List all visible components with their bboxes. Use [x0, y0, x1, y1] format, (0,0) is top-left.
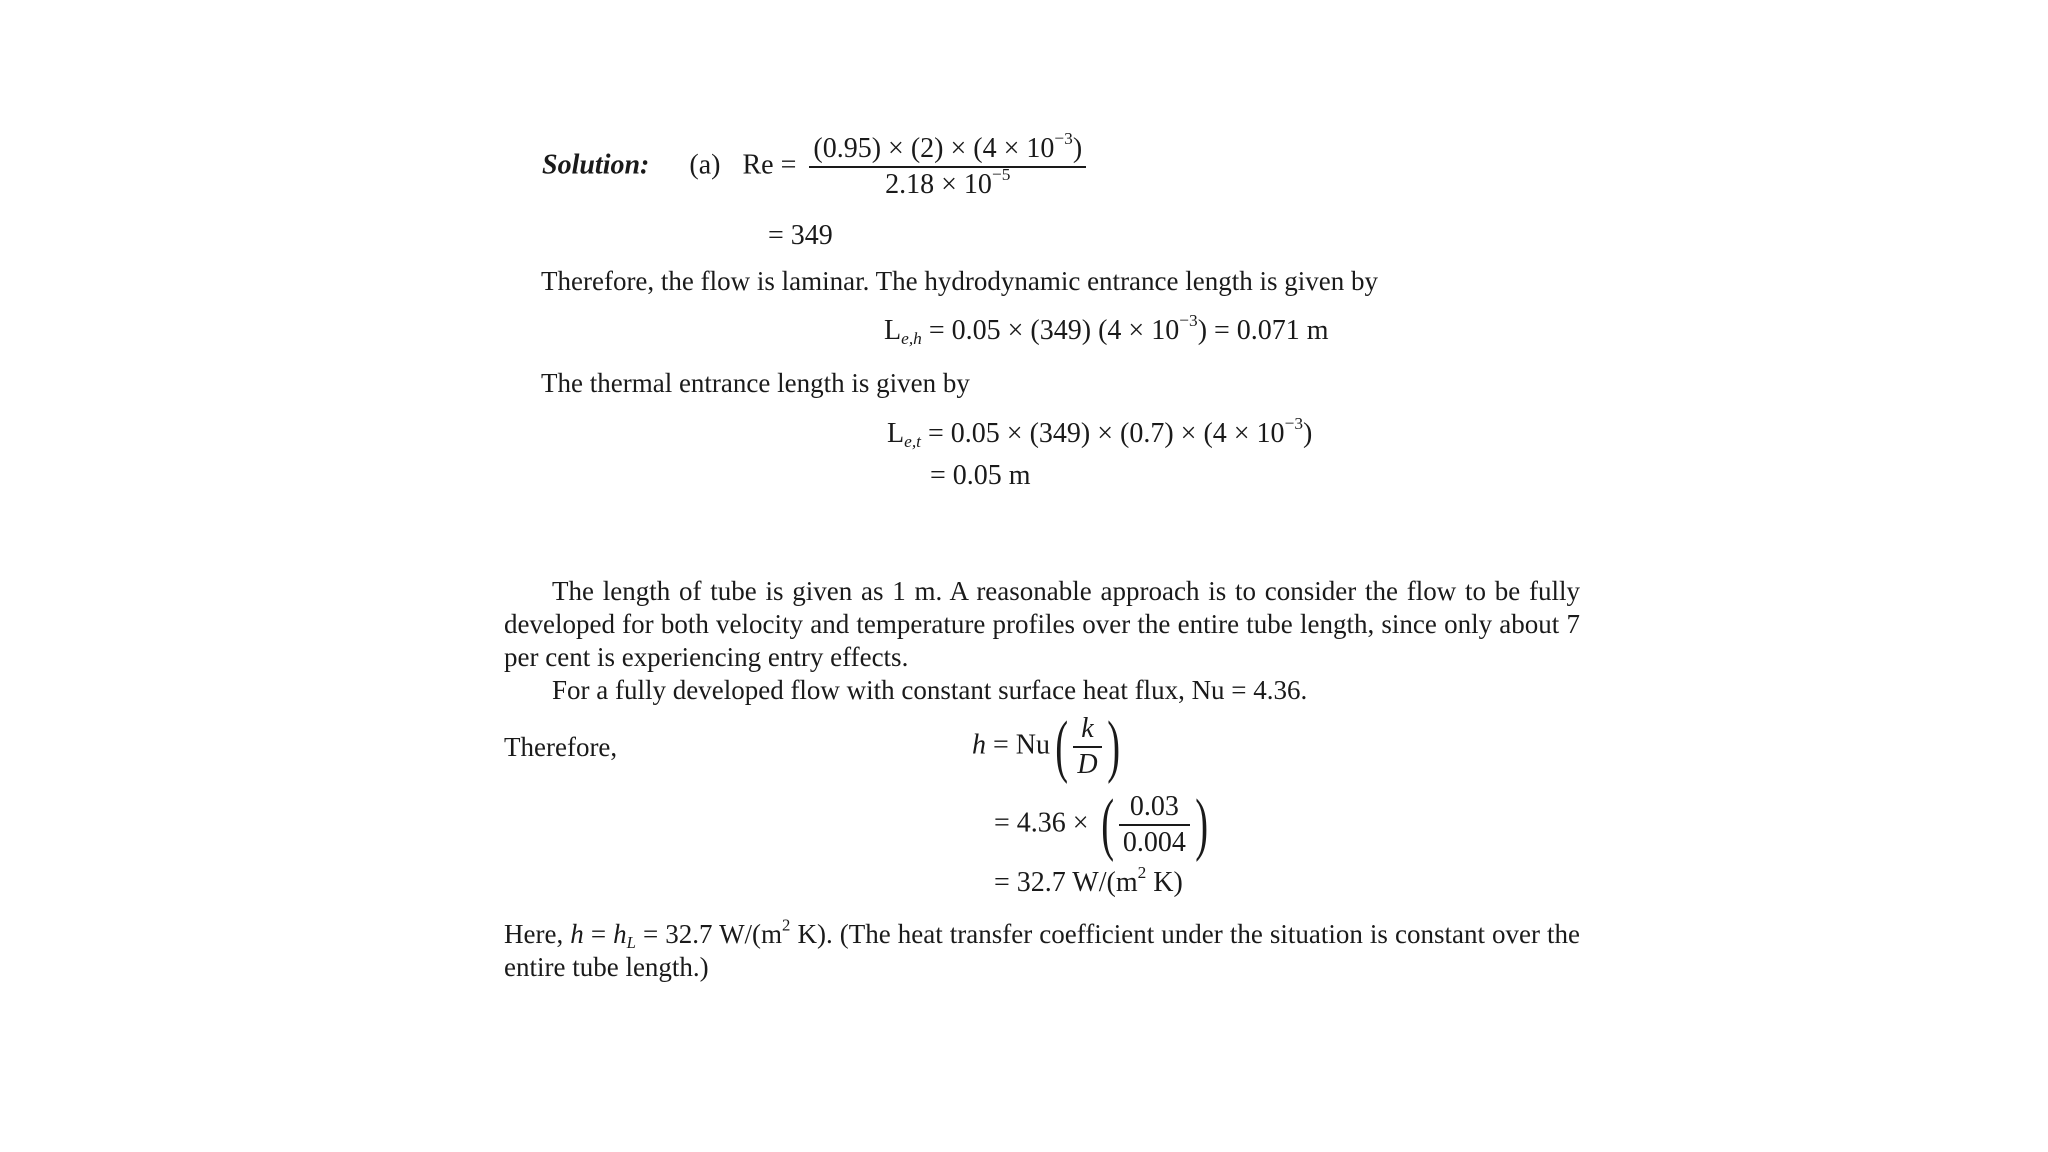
let-equation: $L_{e,t} = 0.05 \times (349) \times (0.7) \times (4 \times 10^{-3})$: [887, 413, 1313, 452]
re-lhs: Re =: [742, 149, 797, 181]
laminar-text: Therefore, the flow is laminar. The hydrodynamic entrance length is given by: [541, 266, 1378, 296]
here-paragraph: Here, $h = h_L = 32.7$ $W/(m^2$ K). (The heat transfer coefficient under the situation is constant over the entire tube length.): [504, 915, 1581, 982]
leh-equation: $L_{e,h} = 0.05 \times (349) (4 \times 10^{-3}) = 0.071$ m: [884, 310, 1329, 349]
therefore-label: Therefore,: [504, 732, 618, 762]
thermal-text: The thermal entrance length is given by: [541, 368, 970, 398]
h-equation: h = Nu( $\frac{k}{D}$ ): [972, 708, 1120, 785]
h-result: = 32.7 $W/(m^2$ K): [994, 862, 1183, 898]
let-result: = 0.05 m: [930, 460, 1031, 491]
solution-label: Solution:: [542, 149, 650, 181]
conductivity-over-diameter-fraction: $\frac{0.03}{0.004}$: [1119, 790, 1190, 860]
re-result: = 349: [768, 220, 833, 251]
re-equation: [542, 128, 1086, 202]
re-fraction: [809, 128, 1086, 202]
paragraph-block: [504, 575, 1580, 707]
re-numerator: $(0.95) \times (2) \times (4 \times 10^{-3})$: [813, 128, 1083, 164]
paragraph-fully-developed: For a fully developed flow with constant surface heat flux, Nu = 4.36.: [552, 675, 1308, 705]
k-over-d-fraction: $\frac{k}{D}$: [1073, 712, 1101, 782]
re-denominator: $2.18 \times 10^{-5}$: [809, 166, 1086, 202]
part-label: (a): [689, 149, 721, 181]
paragraph-tube-length: The length of tube is given as 1 m. A reasonable approach is to consider the flow to be fully developed for both velocity and temperature profiles over the entire tube length, since only about 7 per cent is experiencing entry effects.: [504, 576, 1580, 672]
h-substitution: = 4.36 × ( $\frac{0.03}{0.004}$ ): [994, 786, 1208, 863]
